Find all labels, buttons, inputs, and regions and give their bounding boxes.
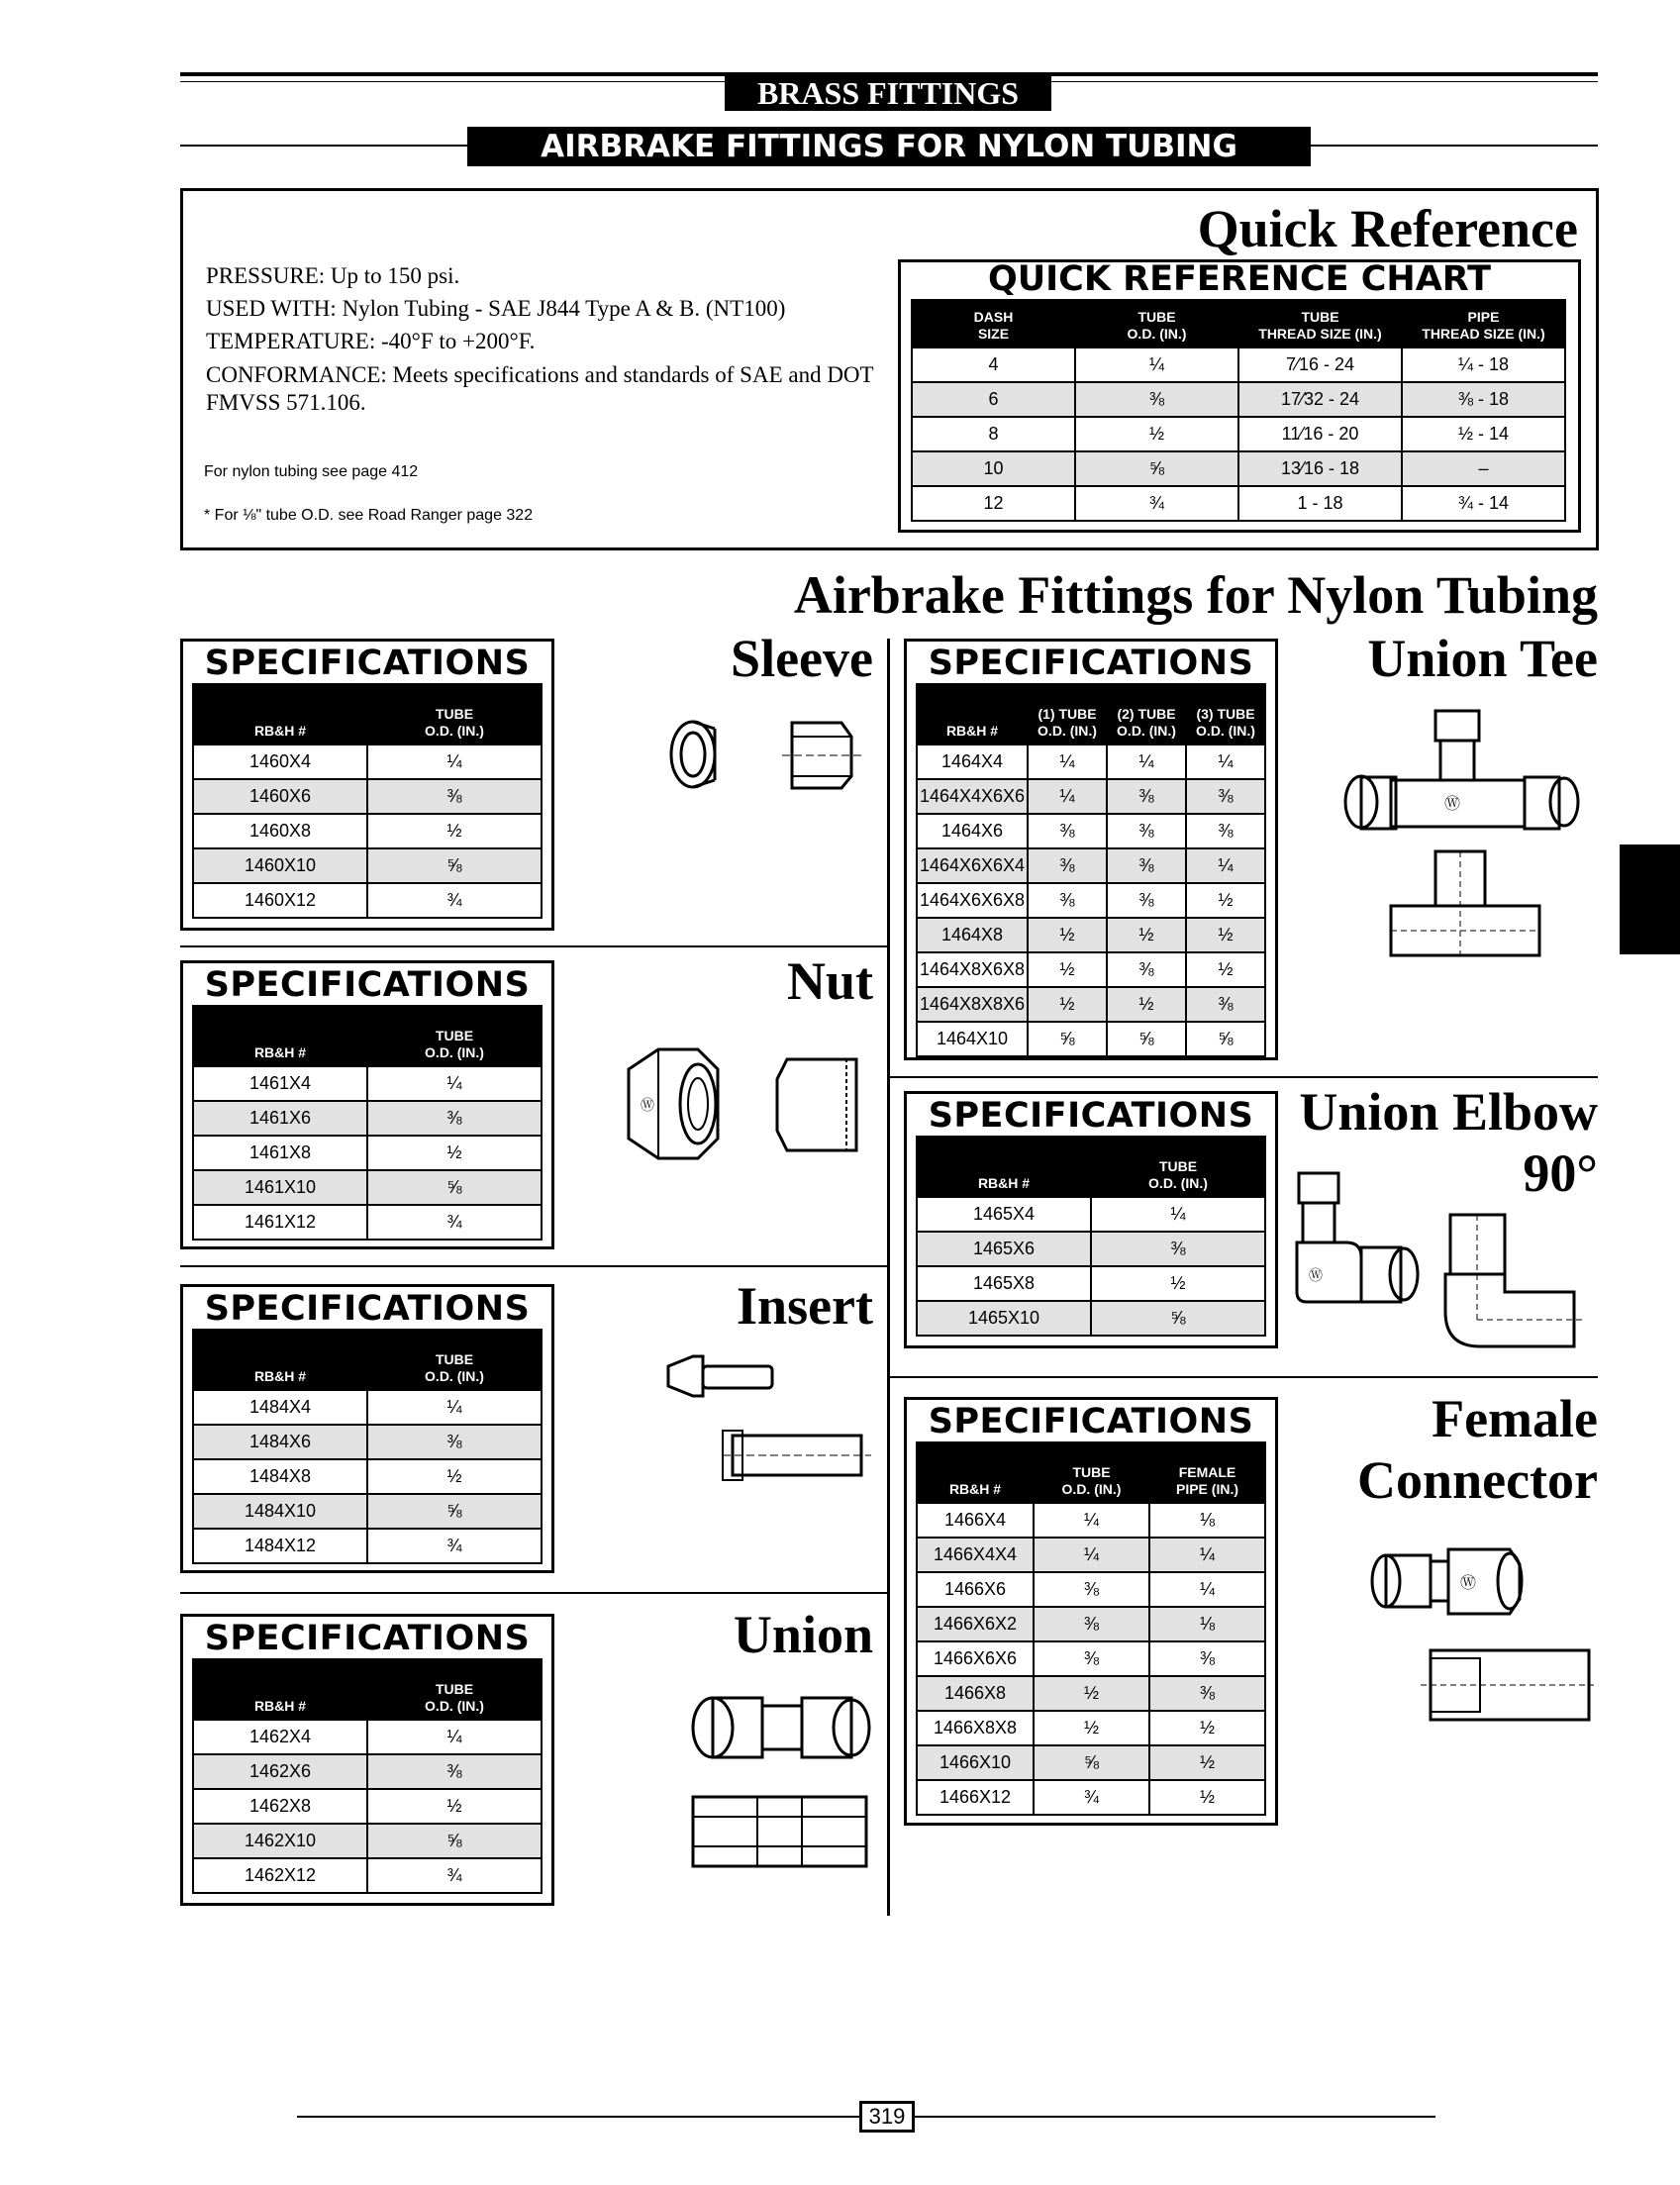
table-cell: 1464X4 <box>917 745 1028 779</box>
nut-table <box>192 1005 543 1241</box>
table-row <box>193 1720 542 1754</box>
table-row <box>917 1572 1265 1607</box>
divider-elbow-female <box>889 1376 1598 1378</box>
union-table <box>192 1658 543 1894</box>
table-cell: 1460X8 <box>193 814 367 848</box>
table-cell: 11⁄16 - 20 <box>1238 417 1402 451</box>
table-row <box>917 987 1265 1022</box>
table-row <box>917 814 1265 848</box>
table-cell: 1484X6 <box>193 1425 367 1459</box>
brand-banner: BRASS FITTINGS <box>725 75 1051 111</box>
table-cell: ⅜ <box>1186 779 1265 814</box>
table-cell: 1464X8X6X8 <box>917 952 1028 987</box>
table-cell: ⅜ <box>367 779 542 814</box>
table-header-row <box>193 684 542 745</box>
table-cell: 1462X12 <box>193 1858 367 1893</box>
table-row <box>193 1101 542 1136</box>
union-tee-spec-title: SPECIFICATIONS <box>928 644 1254 683</box>
table-cell: 7⁄16 - 24 <box>1238 348 1402 382</box>
table-cell: 1464X4X6X6 <box>917 779 1028 814</box>
table-row <box>917 779 1265 814</box>
column-divider <box>887 639 890 1916</box>
table-cell: ½ <box>1149 1780 1265 1815</box>
table-cell: ⅜ <box>1107 952 1186 987</box>
table-cell: ⅝ <box>367 1824 542 1858</box>
table-cell: ¾ <box>367 1529 542 1563</box>
table-cell: ¼ <box>1186 745 1265 779</box>
table-row <box>917 1711 1265 1745</box>
table-cell: ½ <box>1034 1676 1149 1711</box>
table-cell: 1460X6 <box>193 779 367 814</box>
female-connector-icon <box>1361 1539 1599 1728</box>
table-cell: 1484X4 <box>193 1390 367 1425</box>
sleeve-spec-title: SPECIFICATIONS <box>204 644 531 683</box>
column-header: FEMALE PIPE (IN.) <box>1149 1442 1265 1503</box>
table-row <box>917 918 1265 952</box>
table-row <box>917 1301 1265 1336</box>
table-row <box>193 1136 542 1170</box>
union-elbow-title-line1: Union Elbow <box>1299 1082 1598 1142</box>
table-cell: ¾ <box>367 883 542 918</box>
table-cell: 1461X6 <box>193 1101 367 1136</box>
table-header-row <box>917 1137 1265 1197</box>
table-cell: ⅝ <box>367 1170 542 1205</box>
table-row <box>193 1066 542 1101</box>
column-header: RB&H # <box>193 1659 367 1720</box>
table-row <box>917 1197 1265 1232</box>
table-cell: ⅜ <box>1028 883 1107 918</box>
table-cell: ½ <box>1149 1745 1265 1780</box>
table-cell: ⅝ <box>1186 1022 1265 1056</box>
table-cell: 1464X8X8X6 <box>917 987 1028 1022</box>
table-cell: 1466X4 <box>917 1503 1034 1538</box>
column-header: TUBE O.D. (IN.) <box>1034 1442 1149 1503</box>
table-cell: 1460X4 <box>193 745 367 779</box>
table-row <box>193 1529 542 1563</box>
union-tee-table <box>916 683 1266 1057</box>
table-cell: ¼ <box>1028 779 1107 814</box>
table-row <box>917 745 1265 779</box>
table-header-row <box>917 684 1265 745</box>
table-row <box>193 1754 542 1789</box>
column-header: TUBE O.D. (IN.) <box>367 1330 542 1390</box>
table-cell: ⅜ <box>1107 848 1186 883</box>
table-cell: 1462X8 <box>193 1789 367 1824</box>
nylon-note: For nylon tubing see page 412 <box>204 463 419 480</box>
nut-icon <box>609 1040 876 1168</box>
table-cell: 1484X8 <box>193 1459 367 1494</box>
table-cell: ¼ <box>1075 348 1238 382</box>
specs-text <box>206 259 879 417</box>
table-cell: 1484X10 <box>193 1494 367 1529</box>
table-row <box>917 1538 1265 1572</box>
table-cell: 1466X12 <box>917 1780 1034 1815</box>
insert-table <box>192 1329 543 1564</box>
table-cell: ½ <box>1107 918 1186 952</box>
table-cell: ⅜ <box>1028 814 1107 848</box>
table-cell: ⅜ <box>1034 1607 1149 1641</box>
union-elbow-title-line2: 90° <box>1523 1143 1598 1203</box>
table-header-row <box>193 1659 542 1720</box>
table-cell: ⅜ <box>367 1425 542 1459</box>
table-row <box>917 1780 1265 1815</box>
table-cell: ⅝ <box>1107 1022 1186 1056</box>
table-cell: ½ <box>367 1459 542 1494</box>
column-header: (2) TUBE O.D. (IN.) <box>1107 684 1186 745</box>
table-row <box>917 1641 1265 1676</box>
column-header: RB&H # <box>917 1137 1091 1197</box>
table-row <box>193 1824 542 1858</box>
table-cell: ¼ <box>1186 848 1265 883</box>
table-cell: ⅝ <box>1034 1745 1149 1780</box>
table-header-row <box>917 1442 1265 1503</box>
table-cell: ¼ <box>1091 1197 1265 1232</box>
female-connector-table <box>916 1441 1266 1816</box>
column-header: TUBE O.D. (IN.) <box>367 1659 542 1720</box>
table-cell: ¾ <box>1075 486 1238 521</box>
table-cell: 6 <box>912 382 1075 417</box>
table-cell: ⅝ <box>1075 451 1238 486</box>
table-row <box>193 1789 542 1824</box>
column-header: DASH SIZE <box>912 300 1075 348</box>
divider-insert-union <box>180 1592 889 1594</box>
svg-text:Ⓦ: Ⓦ <box>1460 1573 1477 1592</box>
table-cell: ¼ <box>1149 1572 1265 1607</box>
insert-spec-title: SPECIFICATIONS <box>204 1289 531 1329</box>
section-title: Airbrake Fittings for Nylon Tubing <box>793 565 1598 625</box>
table-cell: ¼ <box>1028 745 1107 779</box>
quick-reference-heading: Quick Reference <box>1197 199 1578 258</box>
table-cell: 1462X6 <box>193 1754 367 1789</box>
table-cell: 1465X4 <box>917 1197 1091 1232</box>
table-cell: 1466X8 <box>917 1676 1034 1711</box>
table-cell: – <box>1402 451 1565 486</box>
table-cell: ½ <box>1028 987 1107 1022</box>
table-row <box>912 417 1565 451</box>
column-header: TUBE THREAD SIZE (IN.) <box>1238 300 1402 348</box>
divider-nut-insert <box>180 1265 889 1267</box>
union-tee-icon <box>1332 703 1599 970</box>
column-header: PIPE THREAD SIZE (IN.) <box>1402 300 1565 348</box>
column-header: RB&H # <box>193 684 367 745</box>
table-cell: 1465X8 <box>917 1266 1091 1301</box>
table-cell: ½ <box>1028 952 1107 987</box>
table-cell: ⅝ <box>367 1494 542 1529</box>
table-cell: 1 - 18 <box>1238 486 1402 521</box>
table-cell: ¼ <box>367 1720 542 1754</box>
table-cell: ⅝ <box>1028 1022 1107 1056</box>
female-connector-title <box>1287 1388 1598 1511</box>
table-cell: ⅜ <box>367 1101 542 1136</box>
table-cell: ⅜ <box>1091 1232 1265 1266</box>
table-cell: ¼ <box>1149 1538 1265 1572</box>
table-cell: 13⁄16 - 18 <box>1238 451 1402 486</box>
table-cell: 1464X10 <box>917 1022 1028 1056</box>
union-tee-title: Union Tee <box>1367 629 1598 688</box>
table-cell: 1484X12 <box>193 1529 367 1563</box>
table-row <box>917 1232 1265 1266</box>
sleeve-icon <box>653 709 881 808</box>
table-cell: 1462X4 <box>193 1720 367 1754</box>
table-row <box>912 382 1565 417</box>
table-row <box>193 883 542 918</box>
table-cell: ½ - 14 <box>1402 417 1565 451</box>
column-header: (3) TUBE O.D. (IN.) <box>1186 684 1265 745</box>
table-cell: 1464X6X6X8 <box>917 883 1028 918</box>
table-row <box>917 883 1265 918</box>
table-cell: ½ <box>367 1789 542 1824</box>
sleeve-title: Sleeve <box>731 629 873 688</box>
svg-text:Ⓦ: Ⓦ <box>1444 794 1461 813</box>
table-cell: ¼ <box>1034 1503 1149 1538</box>
table-cell: ⅜ <box>1028 848 1107 883</box>
table-cell: 1460X10 <box>193 848 367 883</box>
quick-reference-table <box>911 299 1566 522</box>
table-cell: ¾ <box>367 1205 542 1240</box>
quick-reference-chart-title: QUICK REFERENCE CHART <box>987 259 1492 299</box>
column-header: TUBE O.D. (IN.) <box>367 684 542 745</box>
table-row <box>917 952 1265 987</box>
table-row <box>917 1503 1265 1538</box>
table-cell: ⅜ <box>1107 779 1186 814</box>
table-cell: 1461X8 <box>193 1136 367 1170</box>
table-row <box>917 848 1265 883</box>
column-header: RB&H # <box>193 1330 367 1390</box>
table-row <box>193 1425 542 1459</box>
union-elbow-icon <box>1287 1163 1594 1351</box>
table-cell: 1464X6X6X4 <box>917 848 1028 883</box>
table-cell: ⅝ <box>367 848 542 883</box>
table-cell: 1466X6X6 <box>917 1641 1034 1676</box>
table-row <box>193 745 542 779</box>
column-header: TUBE O.D. (IN.) <box>367 1006 542 1066</box>
table-cell: ¼ <box>367 1066 542 1101</box>
table-cell: ¼ - 18 <box>1402 348 1565 382</box>
table-cell: 1466X10 <box>917 1745 1034 1780</box>
table-cell: 1466X6X2 <box>917 1607 1034 1641</box>
table-header-row <box>193 1006 542 1066</box>
road-ranger-note: * For ⅛" tube O.D. see Road Ranger page 322 <box>204 507 534 524</box>
divider-tee-elbow <box>889 1076 1598 1078</box>
table-cell: 1461X10 <box>193 1170 367 1205</box>
table-cell: ⅜ <box>367 1754 542 1789</box>
table-row <box>193 779 542 814</box>
table-header-row <box>912 300 1565 348</box>
female-connector-spec-title: SPECIFICATIONS <box>928 1402 1254 1441</box>
nut-title: Nut <box>786 951 873 1011</box>
table-cell: ½ <box>1028 918 1107 952</box>
table-cell: 1464X6 <box>917 814 1028 848</box>
table-cell: ⅜ <box>1149 1676 1265 1711</box>
spec-line-temperature: TEMPERATURE: -40°F to +200°F. <box>206 329 536 353</box>
table-row <box>917 1266 1265 1301</box>
table-cell: 12 <box>912 486 1075 521</box>
union-elbow-table <box>916 1136 1266 1337</box>
spec-line-pressure: PRESSURE: Up to 150 psi. <box>206 263 460 288</box>
female-connector-title-line1: Female <box>1432 1389 1598 1448</box>
table-cell: ⅜ <box>1034 1641 1149 1676</box>
table-cell: ½ <box>1186 883 1265 918</box>
table-cell: ⅝ <box>1091 1301 1265 1336</box>
table-cell: ½ <box>367 1136 542 1170</box>
table-cell: ¼ <box>367 745 542 779</box>
union-title: Union <box>733 1605 873 1664</box>
table-cell: ¼ <box>1107 745 1186 779</box>
table-row <box>193 814 542 848</box>
union-spec-title: SPECIFICATIONS <box>204 1619 531 1658</box>
table-cell: 10 <box>912 451 1075 486</box>
table-row <box>193 848 542 883</box>
table-row <box>193 1205 542 1240</box>
table-cell: ½ <box>1107 987 1186 1022</box>
nut-spec-title: SPECIFICATIONS <box>204 965 531 1005</box>
table-cell: ⅜ <box>1149 1641 1265 1676</box>
table-cell: ⅜ <box>1075 382 1238 417</box>
table-row <box>912 486 1565 521</box>
table-row <box>193 1858 542 1893</box>
subtitle-banner: AIRBRAKE FITTINGS FOR NYLON TUBING <box>467 127 1311 166</box>
insert-icon <box>663 1346 871 1485</box>
section-tab <box>1620 844 1680 954</box>
spec-line-used-with: USED WITH: Nylon Tubing - SAE J844 Type A & B. (NT100) <box>206 296 786 321</box>
table-cell: 17⁄32 - 24 <box>1238 382 1402 417</box>
table-cell: ½ <box>1091 1266 1265 1301</box>
table-cell: 1466X8X8 <box>917 1711 1034 1745</box>
table-row <box>912 451 1565 486</box>
table-row <box>912 348 1565 382</box>
column-header: RB&H # <box>917 684 1028 745</box>
table-cell: 1466X4X4 <box>917 1538 1034 1572</box>
female-connector-title-line2: Connector <box>1357 1450 1598 1510</box>
table-cell: 1460X12 <box>193 883 367 918</box>
table-cell: ⅜ <box>1034 1572 1149 1607</box>
table-row <box>917 1676 1265 1711</box>
table-cell: 1461X4 <box>193 1066 367 1101</box>
table-row <box>193 1459 542 1494</box>
table-cell: ⅜ <box>1107 883 1186 918</box>
column-header: TUBE O.D. (IN.) <box>1091 1137 1265 1197</box>
table-cell: ¼ <box>1034 1538 1149 1572</box>
union-icon <box>683 1688 881 1876</box>
table-cell: ½ <box>1186 918 1265 952</box>
column-header: (1) TUBE O.D. (IN.) <box>1028 684 1107 745</box>
page-number: 319 <box>859 2101 915 2133</box>
insert-title: Insert <box>737 1276 873 1336</box>
column-header: RB&H # <box>917 1442 1034 1503</box>
table-cell: ¼ <box>367 1390 542 1425</box>
column-header: RB&H # <box>193 1006 367 1066</box>
table-cell: ¾ - 14 <box>1402 486 1565 521</box>
svg-text:Ⓦ: Ⓦ <box>1309 1268 1323 1284</box>
table-cell: ⅜ <box>1107 814 1186 848</box>
table-cell: ⅜ <box>1186 814 1265 848</box>
column-header: TUBE O.D. (IN.) <box>1075 300 1238 348</box>
table-cell: ⅜ <box>1186 987 1265 1022</box>
table-cell: 1465X6 <box>917 1232 1091 1266</box>
table-row <box>193 1170 542 1205</box>
table-row <box>917 1745 1265 1780</box>
table-cell: ½ <box>1034 1711 1149 1745</box>
table-cell: ⅛ <box>1149 1503 1265 1538</box>
table-cell: 1465X10 <box>917 1301 1091 1336</box>
svg-text:Ⓦ: Ⓦ <box>641 1098 654 1114</box>
table-cell: ¾ <box>1034 1780 1149 1815</box>
table-cell: 8 <box>912 417 1075 451</box>
table-cell: 1466X6 <box>917 1572 1034 1607</box>
table-cell: ⅜ - 18 <box>1402 382 1565 417</box>
sleeve-table <box>192 683 543 919</box>
table-cell: ⅛ <box>1149 1607 1265 1641</box>
table-header-row <box>193 1330 542 1390</box>
spec-line-conformance: CONFORMANCE: Meets specifications and standards of SAE and DOT FMVSS 571.106. <box>206 362 874 415</box>
table-row <box>193 1494 542 1529</box>
union-elbow-spec-title: SPECIFICATIONS <box>928 1096 1254 1136</box>
table-cell: ½ <box>367 814 542 848</box>
table-cell: ½ <box>1186 952 1265 987</box>
table-cell: 1461X12 <box>193 1205 367 1240</box>
table-cell: ¾ <box>367 1858 542 1893</box>
table-cell: ½ <box>1149 1711 1265 1745</box>
table-cell: ½ <box>1075 417 1238 451</box>
divider-sleeve-nut <box>180 945 889 947</box>
table-cell: 1462X10 <box>193 1824 367 1858</box>
table-row <box>917 1022 1265 1056</box>
table-row <box>917 1607 1265 1641</box>
table-cell: 1464X8 <box>917 918 1028 952</box>
table-row <box>193 1390 542 1425</box>
table-cell: 4 <box>912 348 1075 382</box>
